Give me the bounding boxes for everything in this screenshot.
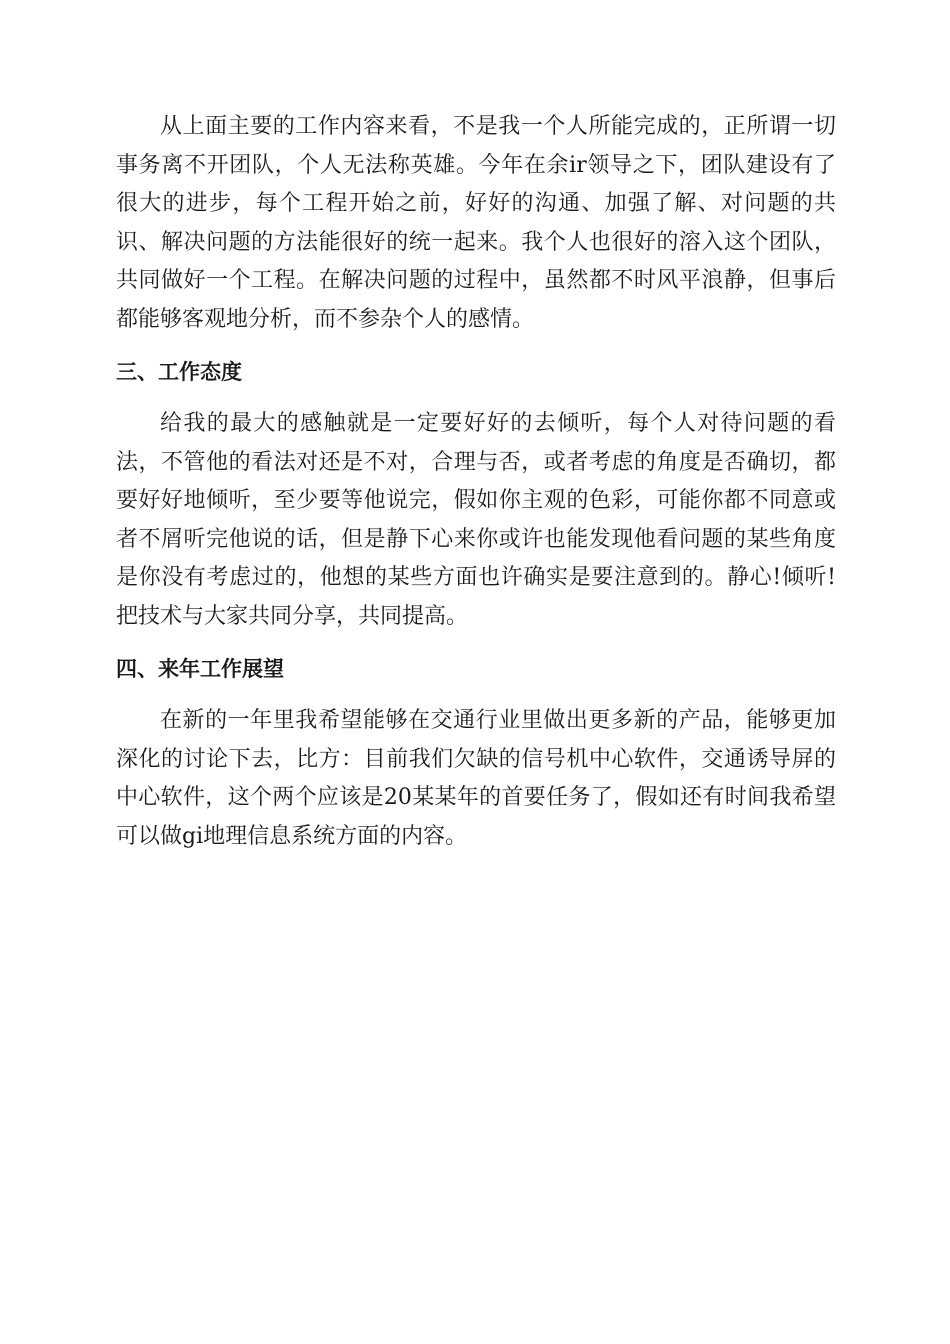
paragraph-teamwork: 从上面主要的工作内容来看，不是我一个人所能完成的，正所谓一切事务离不开团队，个人无法称英雄。今年在余ir领导之下，团队建设有了很大的进步，每个工程开始之前，好好的沟通、加强了解、对问题的共识、解决问题的方法能很好的统一起来。我个人也很好的溶入这个团队，共同做好一个工程。在解决问题的过程中，虽然都不时风平浪静，但事后都能够客观地分析，而不参杂个人的感情。: [116, 114, 836, 332]
paragraph-next-year-outlook: 在新的一年里我希望能够在交通行业里做出更多新的产品，能够更加深化的讨论下去，比方：目前我们欠缺的信号机中心软件，交通诱导屏的中心软件，这个两个应该是20某某年的首要任务了，假如还有时间我希望可以做gi地理信息系统方面的内容。: [116, 708, 836, 849]
heading-work-attitude: 三、工作态度: [116, 360, 242, 384]
paragraph-work-attitude: 给我的最大的感触就是一定要好好的去倾听，每个人对待问题的看法，不管他的看法对还是不对，合理与否，或者考虑的角度是否确切，都要好好地倾听，至少要等他说完，假如你主观的色彩，可能你都不同意或者不屑听完他说的话，但是静下心来你或许也能发现他看问题的某些角度是你没有考虑过的，他想的某些方面也许确实是要注意到的。静心!倾听!把技术与大家共同分享，共同提高。: [116, 411, 836, 629]
heading-next-year-outlook: 四、来年工作展望: [116, 657, 284, 681]
document-body: [116, 108, 836, 856]
